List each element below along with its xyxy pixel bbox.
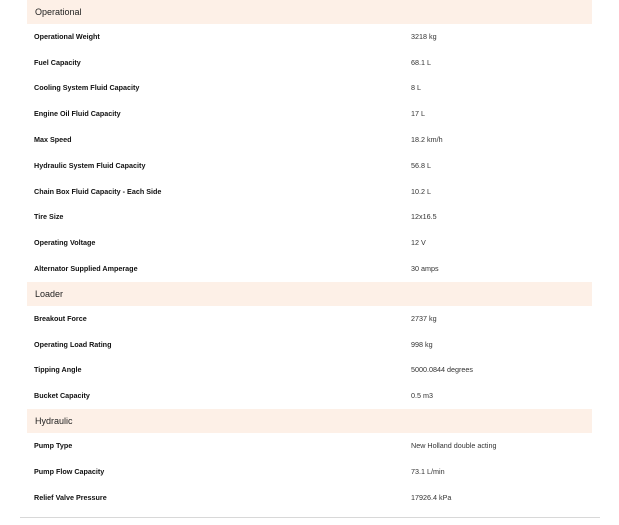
spec-label: Relief Valve Pressure: [34, 492, 107, 502]
spec-label: Hydraulic System Fluid Capacity: [34, 160, 146, 170]
section-header-hydraulic: [27, 409, 592, 433]
spec-label: Tipping Angle: [34, 365, 82, 375]
spec-label: Tire Size: [34, 212, 64, 222]
spec-row: [27, 358, 592, 384]
spec-row: [27, 24, 592, 50]
spec-label: Operating Load Rating: [34, 339, 112, 349]
section-title: Loader: [35, 288, 64, 299]
spec-label: Alternator Supplied Amperage: [34, 264, 138, 274]
spec-label: Breakout Force: [34, 313, 87, 323]
spec-value: 30 amps: [411, 264, 439, 274]
section-title: Hydraulic: [35, 416, 73, 427]
spec-row: [27, 101, 592, 127]
spec-label: Operating Voltage: [34, 238, 96, 248]
spec-row: [27, 205, 592, 231]
spec-value: 12x16.5: [411, 212, 437, 222]
spec-value: 2737 kg: [411, 313, 437, 323]
section-title: Operational: [35, 7, 82, 17]
spec-row: [27, 332, 592, 358]
spec-row: [27, 383, 592, 409]
spec-row: [27, 76, 592, 102]
spec-label: Engine Oil Fluid Capacity: [34, 109, 121, 119]
spec-label: Chain Box Fluid Capacity - Each Side: [34, 186, 162, 196]
spec-value: 0.5 m3: [411, 391, 433, 401]
spec-row: [27, 485, 592, 511]
spec-label: Operational Weight: [34, 31, 100, 41]
spec-label: Pump Type: [34, 441, 73, 451]
spec-value: 17926.4 kPa: [411, 492, 452, 502]
spec-table: [27, 0, 592, 511]
spec-row: [27, 179, 592, 205]
spec-row: [27, 459, 592, 485]
spec-label: Pump Flow Capacity: [34, 466, 105, 476]
spec-label: Bucket Capacity: [34, 391, 90, 401]
footer-divider: [20, 517, 600, 518]
spec-value: 56.8 L: [411, 160, 431, 170]
spec-row: [27, 50, 592, 76]
spec-value: 12 V: [411, 238, 426, 248]
spec-label: Fuel Capacity: [34, 57, 81, 67]
spec-label: Cooling System Fluid Capacity: [34, 83, 140, 93]
spec-row: [27, 230, 592, 256]
spec-value: New Holland double acting: [411, 441, 497, 451]
spec-value: 3218 kg: [411, 31, 437, 41]
spec-label: Max Speed: [34, 135, 72, 145]
spec-value: 5000.0844 degrees: [411, 365, 473, 375]
spec-value: 73.1 L/min: [411, 466, 445, 476]
spec-row: [27, 306, 592, 332]
spec-row: [27, 433, 592, 459]
spec-row: [27, 153, 592, 179]
spec-row: [27, 127, 592, 153]
spec-row: [27, 256, 592, 282]
spec-value: 18.2 km/h: [411, 135, 443, 145]
spec-value: 68.1 L: [411, 57, 431, 67]
spec-value: 998 kg: [411, 339, 433, 349]
spec-value: 8 L: [411, 83, 421, 93]
section-header-operational: [27, 0, 592, 24]
spec-value: 17 L: [411, 109, 425, 119]
spec-value: 10.2 L: [411, 186, 431, 196]
section-header-loader: [27, 282, 592, 306]
